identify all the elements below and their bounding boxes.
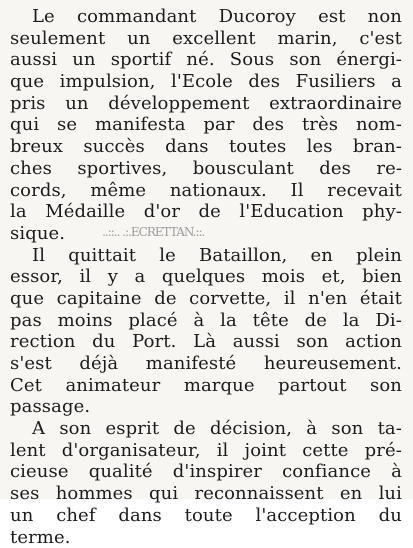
text-line (10, 483, 402, 505)
article-column (10, 6, 402, 548)
text-word: quelques (162, 266, 245, 288)
text-word: action (345, 331, 402, 353)
text-word: reconnaissent (194, 483, 323, 505)
text-word: Il (32, 245, 45, 267)
text-line (10, 440, 402, 462)
text-word: terme. (10, 527, 71, 548)
text-word: marin, (277, 28, 337, 50)
text-word: à (391, 461, 402, 483)
text-word: dans (165, 136, 208, 158)
text-word: était (360, 288, 402, 310)
text-word: se (57, 114, 77, 136)
text-line (10, 353, 402, 375)
text-word: des (248, 71, 280, 93)
text-word: joint (245, 440, 287, 462)
text-word: son (331, 418, 363, 440)
text-word: cieuse (10, 461, 69, 483)
text-line (10, 180, 402, 202)
text-word: est (318, 6, 345, 28)
text-word: la (10, 201, 27, 223)
text-word: de (173, 418, 195, 440)
text-word: qualité (89, 461, 153, 483)
text-word: moins (58, 310, 113, 332)
text-word: dans (118, 505, 161, 527)
text-word: développement (108, 93, 249, 115)
text-word: s'est (10, 353, 52, 375)
text-word: Il (291, 180, 304, 202)
text-word: succès (83, 136, 144, 158)
text-line (10, 136, 402, 158)
text-word: chef (56, 505, 95, 527)
text-word: placé (128, 310, 177, 332)
text-word: cette (302, 440, 348, 462)
text-word: bien (362, 266, 402, 288)
text-word: il (284, 288, 296, 310)
text-word: commandant (77, 6, 196, 28)
text-word: impulsion, (60, 71, 156, 93)
text-word: la (220, 310, 237, 332)
text-line (10, 49, 402, 71)
text-line (10, 6, 402, 28)
text-word: essor, (10, 266, 63, 288)
text-word: à (193, 310, 204, 332)
text-word: A (32, 418, 45, 440)
text-line (10, 201, 402, 223)
text-line (10, 288, 402, 310)
text-word: a (391, 71, 402, 93)
text-word: Di- (375, 310, 402, 332)
text-word: l'Ecole (171, 71, 233, 93)
paragraph-3 (10, 418, 402, 548)
text-word: en (340, 483, 362, 505)
text-word: en (311, 245, 333, 267)
text-word: quittait (68, 245, 136, 267)
text-word: lent (10, 440, 46, 462)
text-word: Bataillon, (199, 245, 287, 267)
text-line (10, 418, 402, 440)
text-word: corvette, (189, 288, 271, 310)
text-word: extraordinaire (269, 93, 402, 115)
text-word: sportif (111, 49, 172, 71)
text-word: bran- (353, 136, 402, 158)
text-word: nom- (356, 114, 402, 136)
text-word: recevait (327, 180, 402, 202)
bleed-through-smudge: ..::.. .:.ECRETTAN.::. (102, 223, 204, 244)
text-line (10, 310, 402, 332)
text-word: ta- (378, 418, 402, 440)
text-word: manifesta (95, 114, 186, 136)
text-word: son (59, 418, 91, 440)
text-word: phy- (362, 201, 402, 223)
text-word: un (72, 49, 95, 71)
text-word: très (302, 114, 338, 136)
text-word: Ducoroy (219, 6, 296, 28)
text-word: de (154, 288, 176, 310)
text-word: son (296, 331, 328, 353)
text-word: pris (10, 93, 46, 115)
text-word: décision, (210, 418, 292, 440)
text-word: que (10, 71, 44, 93)
text-word: cords, (10, 180, 67, 202)
text-word: Médaille (45, 201, 125, 223)
text-word: qui (149, 483, 178, 505)
text-word: confiance (282, 461, 371, 483)
text-word: lui (379, 483, 402, 505)
text-word: des (319, 158, 351, 180)
paragraph-2 (10, 245, 402, 419)
text-line (10, 505, 402, 527)
text-word: Le (32, 6, 55, 28)
text-line (10, 375, 402, 397)
text-word: manifesté (146, 353, 237, 375)
text-word: un (65, 93, 88, 115)
text-word: déjà (79, 353, 118, 375)
text-line (10, 461, 402, 483)
text-word: de (199, 201, 221, 223)
text-line (10, 93, 402, 115)
text-word: heureusement. (264, 353, 402, 375)
text-word: passage. (10, 396, 90, 418)
text-word: pré- (365, 440, 402, 462)
text-word: un (10, 505, 33, 527)
text-word: sportives, (77, 158, 167, 180)
text-word: le (159, 245, 176, 267)
text-line (10, 114, 402, 136)
text-word: du (379, 505, 402, 527)
text-word: esprit (106, 418, 160, 440)
text-word: qui (10, 114, 39, 136)
text-word: seulement (10, 28, 105, 50)
text-word: non (368, 6, 402, 28)
text-word: capitaine (57, 288, 142, 310)
text-word: du (92, 331, 115, 353)
text-word: a (135, 266, 146, 288)
text-line (10, 28, 402, 50)
text-word: aussi (233, 331, 280, 353)
text-word: Sous (230, 49, 274, 71)
text-word: Cet (10, 375, 42, 397)
text-word: toute (185, 505, 233, 527)
text-word: à (306, 418, 317, 440)
text-line (10, 223, 402, 245)
text-word: breux (10, 136, 63, 158)
text-word: partout (278, 375, 346, 397)
paragraph-1 (10, 6, 402, 245)
text-word: mois (262, 266, 305, 288)
text-word: hommes (56, 483, 133, 505)
text-word: ses (10, 483, 39, 505)
text-word: re- (376, 158, 402, 180)
text-word: l'Education (239, 201, 343, 223)
text-line (10, 527, 402, 548)
text-line (10, 396, 402, 418)
text-word: Fusiliers (296, 71, 376, 93)
text-line (10, 158, 402, 180)
text-word: l'acception (256, 505, 356, 527)
text-line (10, 71, 402, 93)
text-word: excellent (172, 28, 255, 50)
text-word: par (203, 114, 234, 136)
text-word: que (10, 288, 44, 310)
text-word: la (343, 310, 360, 332)
text-word: animateur (65, 375, 160, 397)
text-word: c'est (359, 28, 402, 50)
text-word: plein (356, 245, 402, 267)
text-word: un (127, 28, 150, 50)
text-word: n'en (308, 288, 347, 310)
text-word: son (370, 375, 402, 397)
text-word: énergi- (336, 49, 402, 71)
text-word: rection (10, 331, 75, 353)
text-word: les (307, 136, 333, 158)
text-word: d'inspirer (173, 461, 262, 483)
text-word: d'or (144, 201, 180, 223)
text-word: et, (322, 266, 346, 288)
text-word: d'organisateur, (62, 440, 201, 462)
text-word: toutes (229, 136, 286, 158)
text-word: Port. (132, 331, 176, 353)
text-line (10, 266, 402, 288)
text-word: il (79, 266, 91, 288)
text-word: aussi (10, 49, 57, 71)
text-word: sique. (10, 223, 65, 245)
text-word: de (305, 310, 327, 332)
text-word: des (252, 114, 284, 136)
text-word: nationaux. (170, 180, 267, 202)
text-word: il (217, 440, 229, 462)
text-word: marque (184, 375, 255, 397)
text-line (10, 331, 402, 353)
text-word: ches (10, 158, 52, 180)
text-word: Là (193, 331, 216, 353)
text-word: bousculant (193, 158, 294, 180)
text-line (10, 245, 402, 267)
text-word: son (289, 49, 321, 71)
text-word: tête (253, 310, 289, 332)
text-word: pas (10, 310, 42, 332)
text-word: même (90, 180, 146, 202)
text-word: né. (186, 49, 214, 71)
text-word: y (108, 266, 118, 288)
